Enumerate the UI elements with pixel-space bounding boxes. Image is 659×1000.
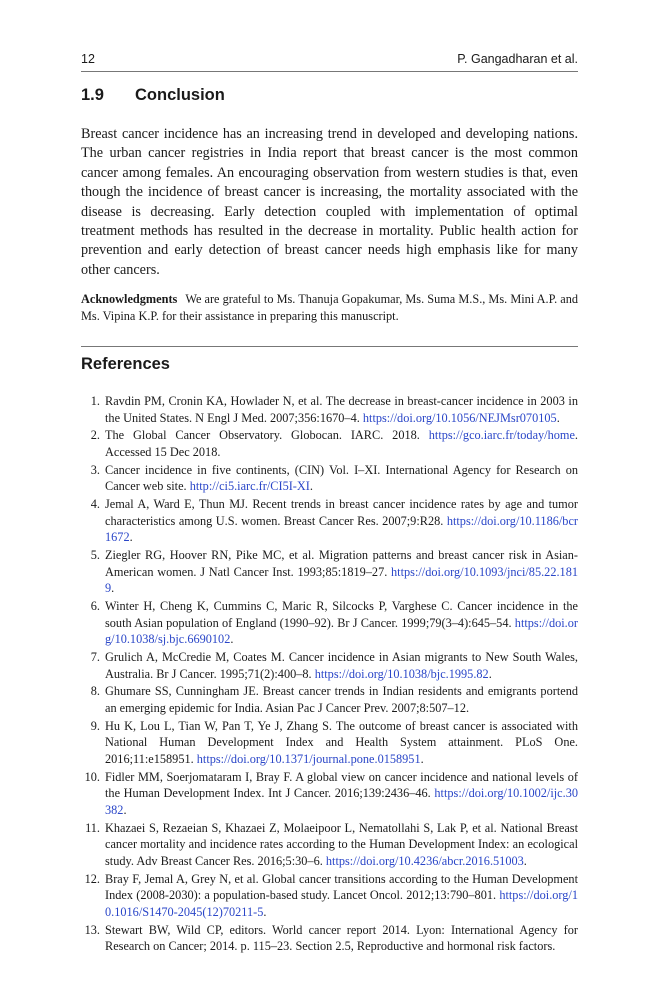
- reference-doi-link[interactable]: https://doi.org/10.1016/S1470-2045(12)70211-5: [105, 888, 578, 919]
- references-rule: [81, 346, 578, 347]
- reference-text: Ghumare SS, Cunningham JE. Breast cancer trends in Indian residents and emigrants portend an emerging epidemic for India. Asian Pac J Cancer Prev. 2007;8:507–12.: [105, 684, 578, 715]
- reference-suffix: .: [309, 479, 313, 494]
- reference-number: 7.: [90, 650, 100, 665]
- reference-text: Stewart BW, Wild CP, editors. World cancer report 2014. Lyon: International Agency for Research on Cancer; 2014. p. 115–23. Section 2.5, Reproductive and hormonal risk factors.: [105, 922, 578, 954]
- reference-number: 6.: [90, 599, 100, 614]
- reference-text: Hu K, Lou L, Tian W, Pan T, Ye J, Zhang S. The outcome of breast cancer is associated with National Human Development Index and Health System attainment. PLoS One. 2016;11:e158951.: [105, 718, 578, 766]
- reference-suffix: .: [556, 410, 560, 425]
- reference-text: Fidler MM, Soerjomataram I, Bray F. A global view on cancer incidence and national levels of the Human Development Index. Int J Cancer. 2016;139:2436–46.: [105, 769, 578, 801]
- reference-doi-link[interactable]: https://doi.org/10.1371/journal.pone.0158951: [196, 751, 421, 766]
- reference-doi-link[interactable]: http://ci5.iarc.fr/CI5I-XI: [189, 479, 310, 494]
- reference-number: 10.: [84, 769, 100, 784]
- reference-doi-link[interactable]: https://doi.org/10.1038/bjc.1995.82: [314, 666, 489, 681]
- section-number: 1.9: [81, 86, 104, 104]
- reference-suffix: .: [523, 853, 527, 868]
- reference-item: [81, 820, 578, 870]
- running-head-authors: P. Gangadharan et al.: [457, 52, 578, 66]
- reference-text: Cancer incidence in five continents, (CIN) Vol. I–XI. International Agency for Research on Cancer web site.: [105, 462, 578, 494]
- reference-item: [81, 598, 578, 648]
- reference-suffix: .: [488, 666, 492, 681]
- reference-number: 8.: [90, 684, 100, 699]
- reference-doi-link[interactable]: https://doi.org/10.1186/bcr1672: [105, 513, 578, 545]
- reference-number: 2.: [90, 428, 100, 443]
- reference-text: Khazaei S, Rezaeian S, Khazaei Z, Molaeipoor L, Nematollahi S, Lak P, et al. National Breast cancer mortality and incidence rates according to the Human Development Index: an ecological study. Adv Breast Cancer Res. 2016;5:30–6.: [105, 820, 578, 868]
- acknowledgments-text: We are grateful to Ms. Thanuja Gopakumar, Ms. Suma M.S., Ms. Mini A.P. and Ms. Vipina K.P. for their assistance in preparing this manuscript.: [81, 292, 578, 323]
- reference-number: 11.: [85, 820, 100, 835]
- reference-doi-link[interactable]: https://doi.org/10.1093/jnci/85.22.1819: [105, 564, 578, 596]
- reference-number: 4.: [90, 497, 100, 512]
- acknowledgments-label: Acknowledgments: [81, 292, 178, 306]
- reference-item: [81, 922, 578, 955]
- reference-text: Winter H, Cheng K, Cummins C, Maric R, Silcocks P, Varghese C. Cancer incidence in the south Asian population of England (1990–92). Br J Cancer. 1999;79(3–4):645–54.: [105, 599, 578, 630]
- reference-number: 9.: [90, 718, 100, 733]
- reference-suffix: .: [111, 581, 115, 596]
- reference-number: 1.: [90, 394, 100, 408]
- reference-doi-link[interactable]: https://doi.org/10.1038/sj.bjc.6690102: [105, 615, 578, 647]
- reference-text: Grulich A, McCredie M, Coates M. Cancer incidence in Asian migrants to New South Wales, Australia. Br J Cancer. 1995;71(2):400–8.: [105, 650, 578, 681]
- reference-item: [81, 496, 578, 546]
- header-rule: [81, 71, 578, 72]
- reference-number: 12.: [84, 871, 100, 886]
- reference-text: The Global Cancer Observatory. Globocan. IARC. 2018.: [105, 428, 429, 443]
- reference-item: [81, 683, 578, 716]
- reference-item: [81, 393, 578, 426]
- reference-doi-link[interactable]: https://gco.iarc.fr/today/home: [428, 428, 575, 443]
- references-list: [81, 393, 578, 956]
- reference-item: [81, 769, 578, 819]
- reference-doi-link[interactable]: https://doi.org/10.4236/abcr.2016.51003: [325, 853, 524, 868]
- reference-text: Jemal A, Ward E, Thun MJ. Recent trends in breast cancer incidence rates by age and tumor characteristics among U.S. women. Breast Cancer Res. 2007;9:R28.: [105, 497, 578, 528]
- reference-number: 13.: [84, 922, 100, 937]
- reference-number: 3.: [90, 462, 100, 477]
- page-number: 12: [81, 52, 95, 66]
- section-title: Conclusion: [135, 86, 225, 104]
- reference-suffix: .: [230, 632, 234, 647]
- reference-text: Ravdin PM, Cronin KA, Howlader N, et al. The decrease in breast-cancer incidence in 2003 in the United States. N Engl J Med. 2007;356:1670–4.: [105, 394, 578, 425]
- reference-number: 5.: [90, 548, 100, 563]
- reference-item: [81, 462, 578, 495]
- running-head: [81, 48, 578, 70]
- reference-suffix: .: [129, 530, 133, 545]
- reference-text: Ziegler RG, Hoover RN, Pike MC, et al. Migration patterns and breast cancer risk in Asian-American women. J Natl Cancer Inst. 1993;85:1819–27.: [105, 548, 578, 579]
- reference-doi-link[interactable]: https://doi.org/10.1002/ijc.30382: [105, 786, 578, 817]
- section-heading: [81, 86, 225, 105]
- reference-suffix: .: [263, 904, 267, 919]
- reference-text: Bray F, Jemal A, Grey N, et al. Global cancer transitions according to the Human Development Index (2008-2030): a population-based study. Lancet Oncol. 2012;13:790–801.: [105, 871, 578, 903]
- references-heading: References: [81, 355, 170, 373]
- conclusion-paragraph: Breast cancer incidence has an increasing trend in developed and developing nations. The urban cancer registries in India report that breast cancer is the most common cancer among females. An encouraging observation from western studies is that, even though the incidence of breast cancer is increasing, the mortality associated with the disease is decreasing. Early detection coupled with implementation of optimal treatment methods has resulted in the decrease in mortality. Public health action for prevention and early detection of breast cancer needs high emphasis like for many other cancers.: [81, 126, 578, 278]
- reference-doi-link[interactable]: https://doi.org/10.1056/NEJMsr070105: [362, 410, 557, 425]
- reference-item: [81, 718, 578, 768]
- reference-suffix: .: [123, 802, 127, 817]
- reference-suffix: . Accessed 15 Dec 2018.: [105, 428, 578, 459]
- reference-item: [81, 649, 578, 682]
- reference-item: [81, 547, 578, 597]
- reference-item: [81, 871, 578, 921]
- acknowledgments: [81, 291, 578, 325]
- reference-item: [81, 427, 578, 460]
- reference-suffix: .: [420, 751, 424, 766]
